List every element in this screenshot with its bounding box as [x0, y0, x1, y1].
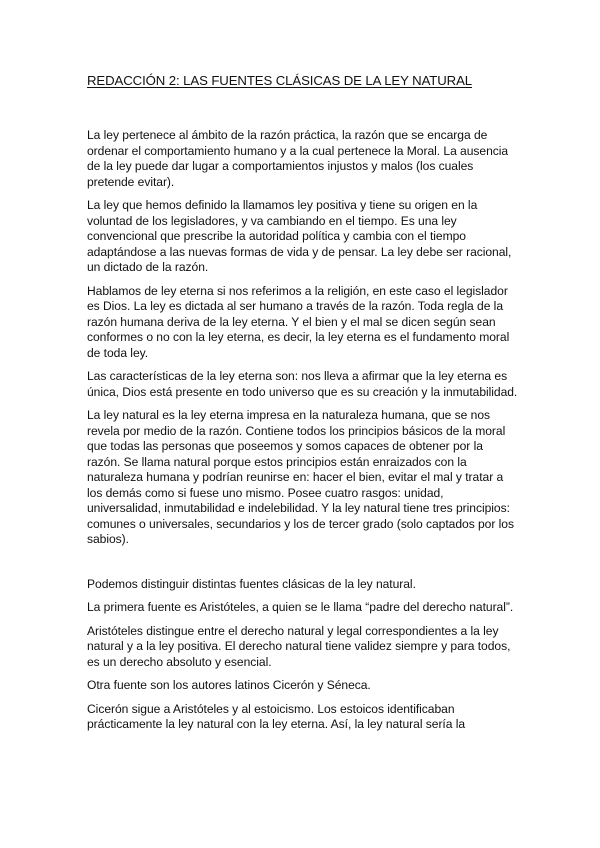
paragraph-ley-natural: La ley natural es la ley eterna impresa en la naturaleza humana, que se nos revela por medio de la razón. Contiene todos los principios básicos de la moral que todas las personas que poseemos y somos capaces de obtener por la razón. Se llama natural porque estos principios están enraizados con la naturaleza humana y podrían reunirse en: hacer el bien, evitar el mal y tratar a los demás como si fuese uno mismo. Posee cuatro rasgos: unidad, universalidad, inmutabilidad e indelebilidad. Y la ley natural tiene tres principios: comunes o universales, secundarios y los de tercer grado (solo captados por los sabios). — [87, 408, 514, 546]
paragraph-caracteristicas-ley-eterna: Las características de la ley eterna son: nos lleva a afirmar que la ley eterna es única, Dios está presente en todo universo que es su creación y la inmutabilidad. — [87, 369, 518, 399]
paragraph-ley-positiva: La ley que hemos definido la llamamos ley positiva y tiene su origen en la voluntad de los legisladores, y va cambiando en el tiempo. Es una ley convencional que prescribe la autoridad política y cambia con el tiempo adaptándose a las nuevas formas de vida y de pensar. La ley debe ser racional, un dictado de la razón. — [87, 198, 512, 274]
paragraph-ciceron-seneca: Otra fuente son los autores latinos Cicerón y Séneca. — [87, 678, 371, 692]
paragraph-aristoteles-derecho: Aristóteles distingue entre el derecho natural y legal correspondientes a la ley natural y a la ley positiva. El derecho natural tiene validez siempre y para todos, es un derecho absoluto y esencial. — [87, 623, 511, 669]
document-body — [87, 128, 519, 741]
paragraph-ciceron-estoicismo: Cicerón sigue a Aristóteles y al estoicismo. Los estoicos identificaban prácticamente la ley natural con la ley eterna. Así, la ley natural sería la — [87, 701, 466, 731]
document-title: REDACCIÓN 2: LAS FUENTES CLÁSICAS DE LA LEY NATURAL — [87, 73, 473, 88]
section-gap — [87, 556, 519, 577]
paragraph-ley-eterna: Hablamos de ley eterna si nos referimos a la religión, en este caso el legislador es Dios. La ley es dictada al ser humano a través de la razón. Toda regla de la razón humana deriva de la ley eterna. Y el bien y el mal se dicen según sean conformes o no con la ley eterna, es decir, la ley eterna es el fundamento moral de toda ley. — [87, 283, 510, 360]
paragraph-fuentes-clasicas: Podemos distinguir distintas fuentes clásicas de la ley natural. — [87, 576, 416, 591]
paragraph-razon-practica: La ley pertenece al ámbito de la razón práctica, la razón que se encarga de ordenar el comportamiento humano y a la cual pertenece la Moral. La ausencia de la ley puede dar lugar a comportamientos injustos y malos (los cuales pretende evitar). — [87, 128, 509, 189]
paragraph-aristoteles-fuente: La primera fuente es Aristóteles, a quien se le llama “padre del derecho natural”. — [87, 600, 514, 614]
